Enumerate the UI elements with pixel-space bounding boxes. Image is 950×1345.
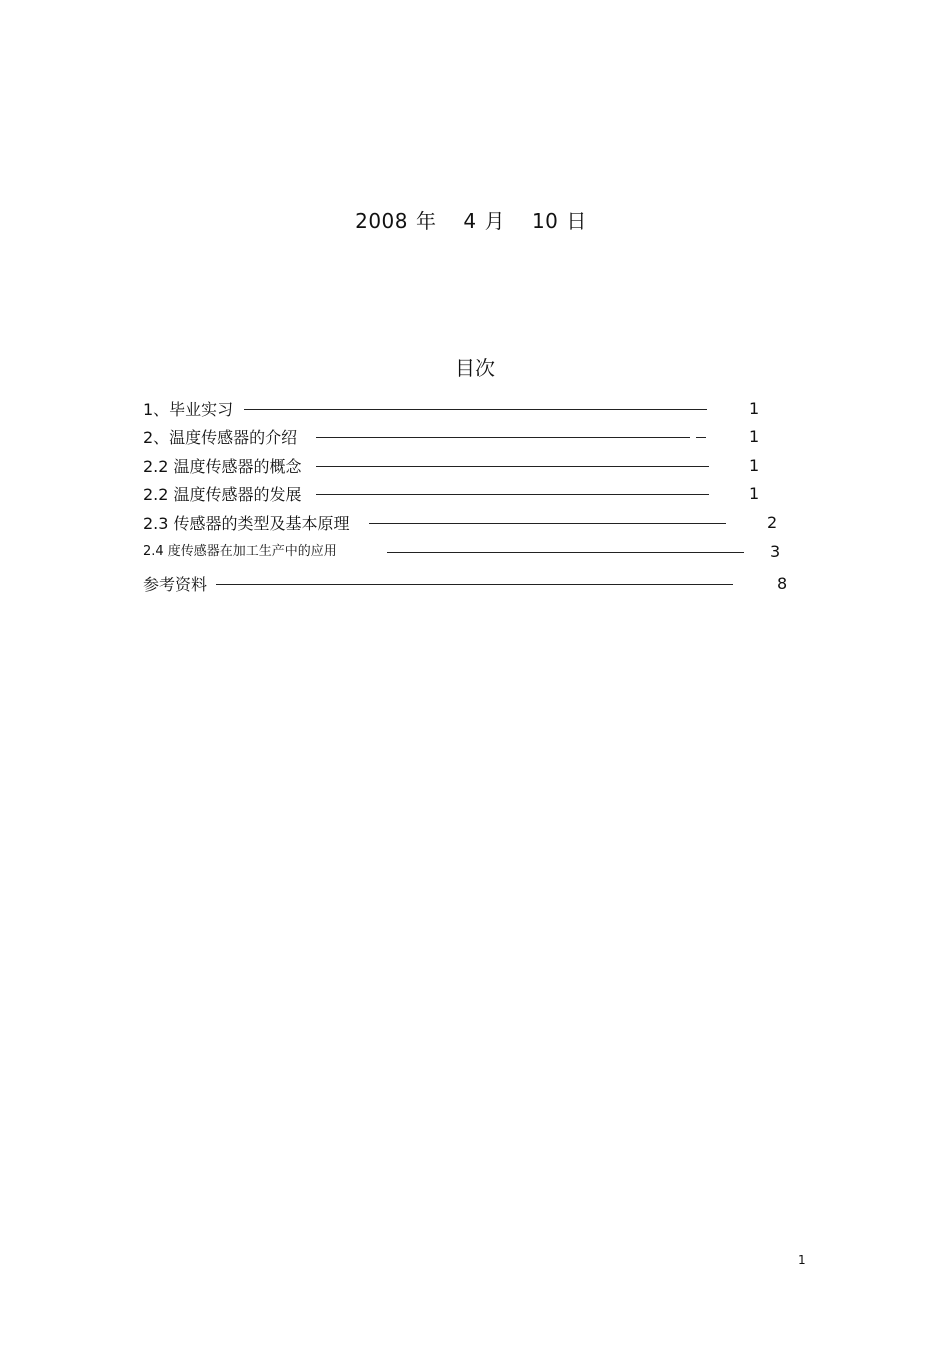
toc-entry-label: 2.2 温度传感器的概念	[143, 456, 302, 476]
toc-leader-line	[369, 523, 726, 524]
toc-leader-line	[216, 584, 733, 585]
toc-entry[interactable]	[143, 455, 763, 477]
toc-leader-line	[316, 466, 709, 467]
toc-entry-label: 1、毕业实习	[143, 399, 234, 419]
toc-entry-page: 2	[767, 513, 778, 532]
toc-entry[interactable]	[143, 426, 763, 448]
document-date	[0, 205, 950, 234]
toc-title: 目次	[455, 356, 495, 380]
page-number: 1	[798, 1253, 806, 1267]
toc-entry[interactable]	[143, 541, 783, 563]
toc-leader-line	[316, 437, 690, 438]
toc-leader-line	[316, 494, 709, 495]
toc-leader-line	[244, 409, 707, 410]
toc-entry-page: 1	[749, 399, 760, 418]
toc-entry-page: 1	[749, 456, 760, 475]
toc-entry-page: 8	[777, 574, 788, 593]
toc-entry-label: 2.4 度传感器在加工生产中的应用	[143, 544, 337, 559]
toc-entry[interactable]	[143, 398, 763, 420]
toc-leader-line	[387, 552, 744, 553]
toc-entry[interactable]	[143, 512, 783, 534]
date-month-unit: 月	[484, 209, 506, 233]
toc-entry-label: 参考资料	[143, 574, 208, 594]
toc-entry-page: 3	[770, 542, 781, 561]
date-month: 4	[463, 209, 477, 233]
date-day-unit: 日	[566, 209, 587, 233]
toc-entry-label: 2、温度传感器的介绍	[143, 427, 298, 447]
toc-entry-page: 1	[749, 427, 760, 446]
date-year: 2008	[355, 209, 408, 233]
toc-entry[interactable]	[143, 483, 763, 505]
date-year-unit: 年	[416, 209, 437, 233]
toc-entry-label: 2.3 传感器的类型及基本原理	[143, 513, 350, 533]
date-day: 10	[531, 209, 559, 233]
toc-entry-label: 2.2 温度传感器的发展	[143, 484, 302, 504]
toc-leader-dash	[696, 437, 706, 438]
toc-entry-page: 1	[749, 484, 760, 503]
toc-entry[interactable]	[143, 573, 793, 595]
